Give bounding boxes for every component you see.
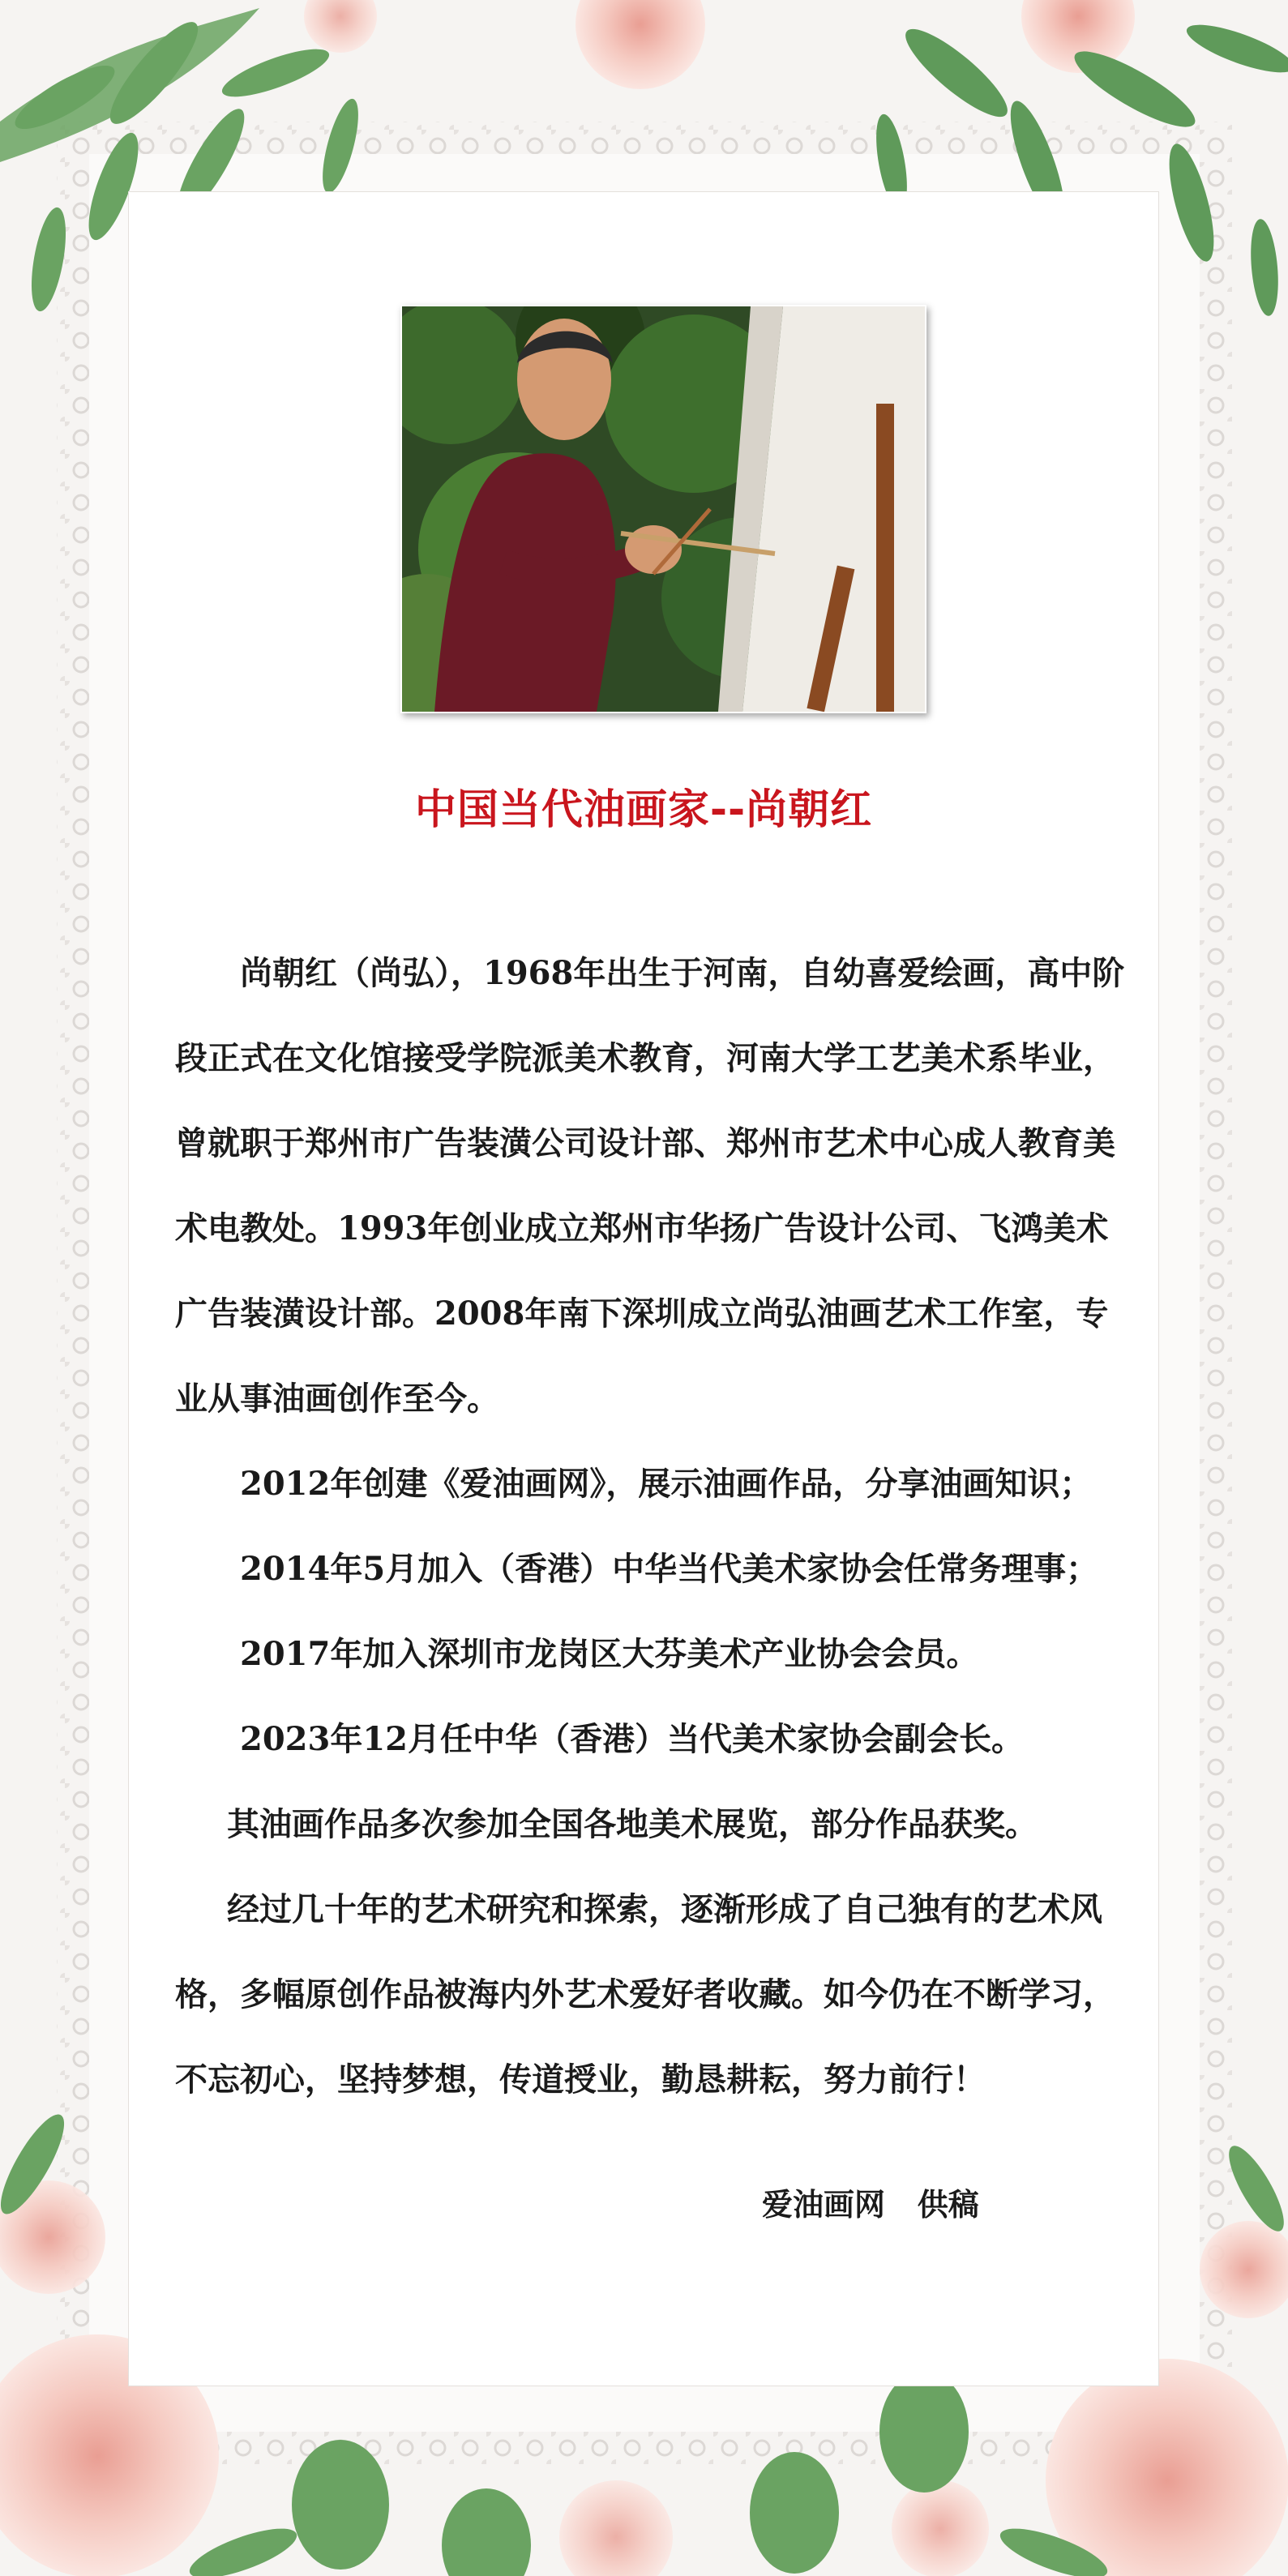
biography-item-2014: 2014年5月加入（香港）中华当代美术家协会任常务理事； bbox=[240, 1550, 1099, 1588]
biography-paragraph-intro: 尚朝红（尚弘），1968年出生于河南，自幼喜爱绘画，高中阶段正式在文化馆接受学院派美术教育，河南大学工艺美术系毕业，曾就职于郑州市广告装潢公司设计部、郑州市艺术中心成人教育美术电教处。1993年创业成立郑州市华扬广告设计公司、飞鸿美术广告装潢设计部。2008年南下深圳成立尚弘油画艺术工作室，专业从事油画创作至今。 bbox=[175, 954, 1125, 1418]
poster-title: 中国当代油画家--尚朝红 bbox=[414, 786, 873, 834]
biography-item-2012: 2012年创建《爱油画网》，展示油画作品，分享油画知识； bbox=[240, 1465, 1093, 1503]
biography-paragraph-style: 经过几十年的艺术研究和探索，逐渐形成了自己独有的艺术风格，多幅原创作品被海内外艺术爱好者收藏。如今仍在不断学习，不忘初心，坚持梦想，传道授业，勤恳耕耘，努力前行！ bbox=[175, 1890, 1115, 2099]
biography-paragraph-exhibitions: 其油画作品多次参加全国各地美术展览，部分作品获奖。 bbox=[227, 1805, 1038, 1843]
artist-portrait-photo bbox=[400, 305, 926, 713]
biography-item-2023: 2023年12月任中华（香港）当代美术家协会副会长。 bbox=[240, 1720, 1024, 1758]
biography-item-2017: 2017年加入深圳市龙岗区大芬美术产业协会会员。 bbox=[240, 1635, 979, 1673]
biography-text bbox=[175, 931, 1132, 2122]
source-credit: 爱油画网 供稿 bbox=[762, 2186, 979, 2223]
